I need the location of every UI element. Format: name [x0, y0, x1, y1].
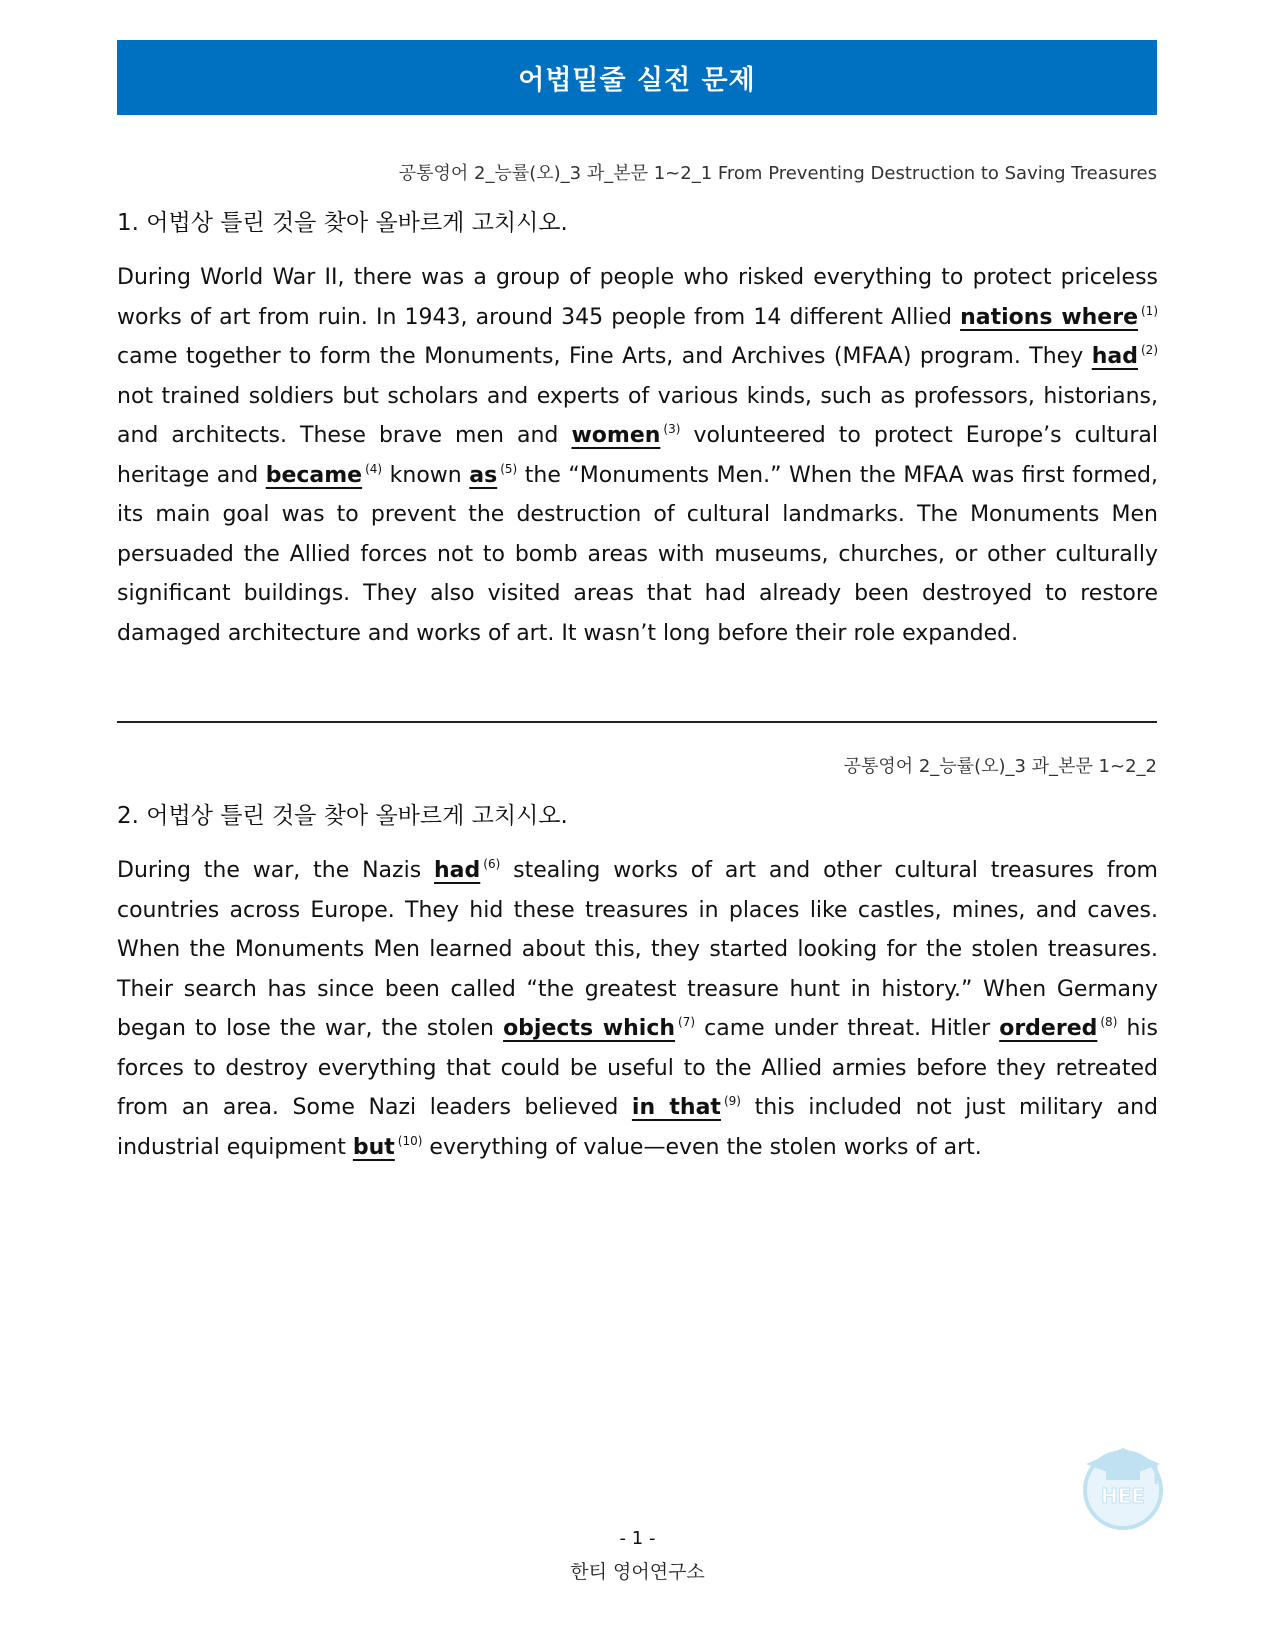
logo	[1078, 1440, 1168, 1530]
underlined-phrase-3: women	[571, 423, 661, 448]
question-2-title: 2. 어법상 틀린 것을 찾아 올바르게 고치시오.	[117, 803, 568, 829]
page-number: - 1 -	[619, 1528, 656, 1549]
marker-4: (4)	[365, 461, 383, 476]
marker-2: (2)	[1141, 343, 1158, 357]
answer-line	[117, 721, 1157, 723]
marker-6: (6)	[483, 857, 501, 871]
underlined-phrase-10: but	[352, 1134, 395, 1160]
logo-text: HEE	[1100, 1484, 1146, 1508]
marker-9: (9)	[723, 1094, 741, 1108]
marker-10: (10)	[397, 1133, 423, 1148]
underlined-phrase-4: became	[265, 462, 363, 488]
question-1-passage: During World War II, there was a group of people who risked everything to protect priceless works of art from ruin. In 1943, around 345 people from 14 different Allied nations where $^{(1)}$ came together to form the Monuments, Fine Arts, and Archives (MFAA) program. They had $^{(2)}$ not trained soldiers but scholars and experts of various kinds, such as professors, historians, and architects. These brave men and women $^{(3)}$ volunteered to protect Europe’s cultural heritage and became $^{(4)}$ known as $^{(5)}$ the “Monuments Men.” When the MFAA was first formed, its main goal was to prevent the destruction of cultural landmarks. The Monuments Men persuaded the Allied forces not to bomb areas with museums, churches, or other culturally significant buildings. They also visited areas that had already been destroyed to restore damaged architecture and works of art. It wasn’t long before their role expanded.	[117, 265, 1159, 646]
marker-5: (5)	[500, 461, 518, 476]
underlined-phrase-1: nations where	[960, 304, 1138, 330]
underlined-phrase-6: had	[434, 858, 481, 883]
underlined-phrase-7: objects which	[503, 1016, 676, 1041]
marker-3: (3)	[663, 422, 681, 436]
organization-name: 한티 영어연구소	[570, 1561, 705, 1583]
underlined-phrase-2: had	[1091, 344, 1138, 369]
underlined-phrase-9: in that	[631, 1095, 721, 1120]
page-title: 어법밑줄 실전 문제	[518, 65, 756, 96]
question-1-source: 공통영어 2_능률(오)_3 과_본문 1~2_1 From Preventing Destruction to Saving Treasures	[398, 163, 1157, 184]
marker-7: (7)	[678, 1015, 696, 1029]
question-2-passage: During the war, the Nazis had $^{(6)}$ stealing works of art and other cultural treasures from countries across Europe. They hid these treasures in places like castles, mines, and caves. When the Monuments Men learned about this, they started looking for the stolen treasures. Their search has since been called “the greatest treasure hunt in history.” When Germany began to lose the war, the stolen objects which $^{(7)}$ came under threat. Hitler ordered $^{(8)}$ his forces to destroy everything that could be useful to the Allied armies before they retreated from an area. Some Nazi leaders believed in that $^{(9)}$ this included not just military and industrial equipment but $^{(10)}$ everything of value—even the stolen works of art.	[117, 857, 1158, 1160]
marker-1: (1)	[1141, 303, 1158, 318]
question-2-source: 공통영어 2_능률(오)_3 과_본문 1~2_2	[843, 756, 1157, 777]
graduation-cap-icon	[1078, 1440, 1168, 1530]
underlined-phrase-8: ordered	[999, 1016, 1098, 1041]
question-1-title: 1. 어법상 틀린 것을 찾아 올바르게 고치시오.	[117, 210, 568, 236]
page-header	[117, 40, 1157, 115]
marker-8: (8)	[1100, 1015, 1118, 1029]
underlined-phrase-5: as	[469, 462, 498, 488]
